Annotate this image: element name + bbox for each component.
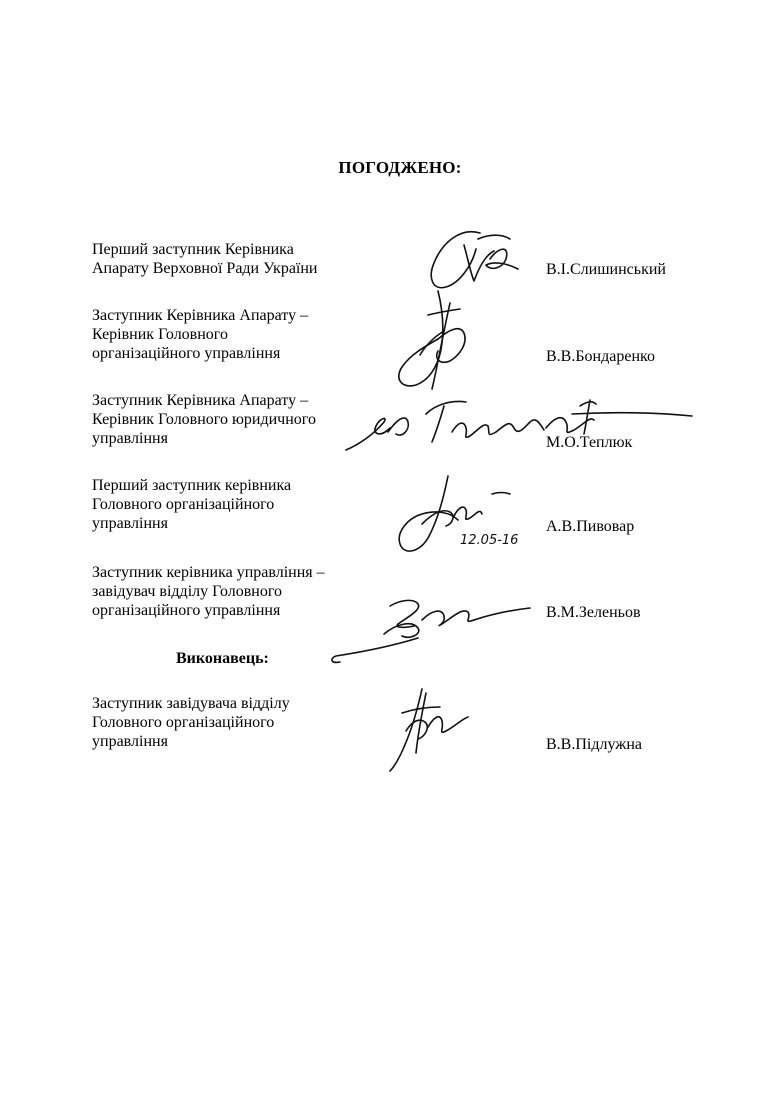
signatory-3-name: М.О.Теплюк <box>546 434 633 451</box>
signature-4-image <box>392 468 542 563</box>
signature-3-image <box>340 392 700 462</box>
position-line: Перший заступник керівника <box>92 477 292 494</box>
position-line: Керівник Головного юридичного <box>92 411 316 428</box>
approval-heading: ПОГОДЖЕНО: <box>338 158 462 177</box>
signature-2-image <box>380 285 490 395</box>
position-line: Заступник Керівника Апарату – <box>92 307 309 324</box>
position-line: Заступник Керівника Апарату – <box>92 392 309 409</box>
position-line: Апарату Верховної Ради України <box>92 260 318 277</box>
signature-date: 12.05-16 <box>460 533 519 548</box>
position-line: управління <box>92 515 168 532</box>
signatory-4-name: А.В.Пивовар <box>546 518 635 535</box>
signatory-2-name: В.В.Бондаренко <box>546 348 655 365</box>
position-line: Головного організаційного <box>92 496 275 513</box>
executor-name: В.В.Підлужна <box>546 736 642 753</box>
position-line: Заступник керівника управління – <box>92 564 325 581</box>
position-line: Заступник завідувача відділу <box>92 695 290 712</box>
signatory-1-name: В.І.Слишинський <box>546 261 666 278</box>
signatory-5-name: В.М.Зеленьов <box>546 604 641 621</box>
executor-heading: Виконавець: <box>176 650 269 667</box>
signatory-4-position <box>92 476 382 533</box>
position-line: організаційного управління <box>92 345 281 362</box>
position-line: Головного організаційного <box>92 714 275 731</box>
position-line: управління <box>92 430 168 447</box>
position-line: Перший заступник Керівника <box>92 241 294 258</box>
signatory-3-position <box>92 391 382 448</box>
position-line: організаційного управління <box>92 602 281 619</box>
position-line: управління <box>92 733 168 750</box>
signatory-2-position <box>92 306 382 363</box>
executor-position <box>92 694 382 751</box>
position-line: Керівник Головного <box>92 326 228 343</box>
signature-5-image <box>322 590 534 670</box>
signatory-1-position <box>92 240 382 278</box>
signature-6-image <box>378 683 483 773</box>
position-line: завідувач відділу Головного <box>92 583 283 600</box>
